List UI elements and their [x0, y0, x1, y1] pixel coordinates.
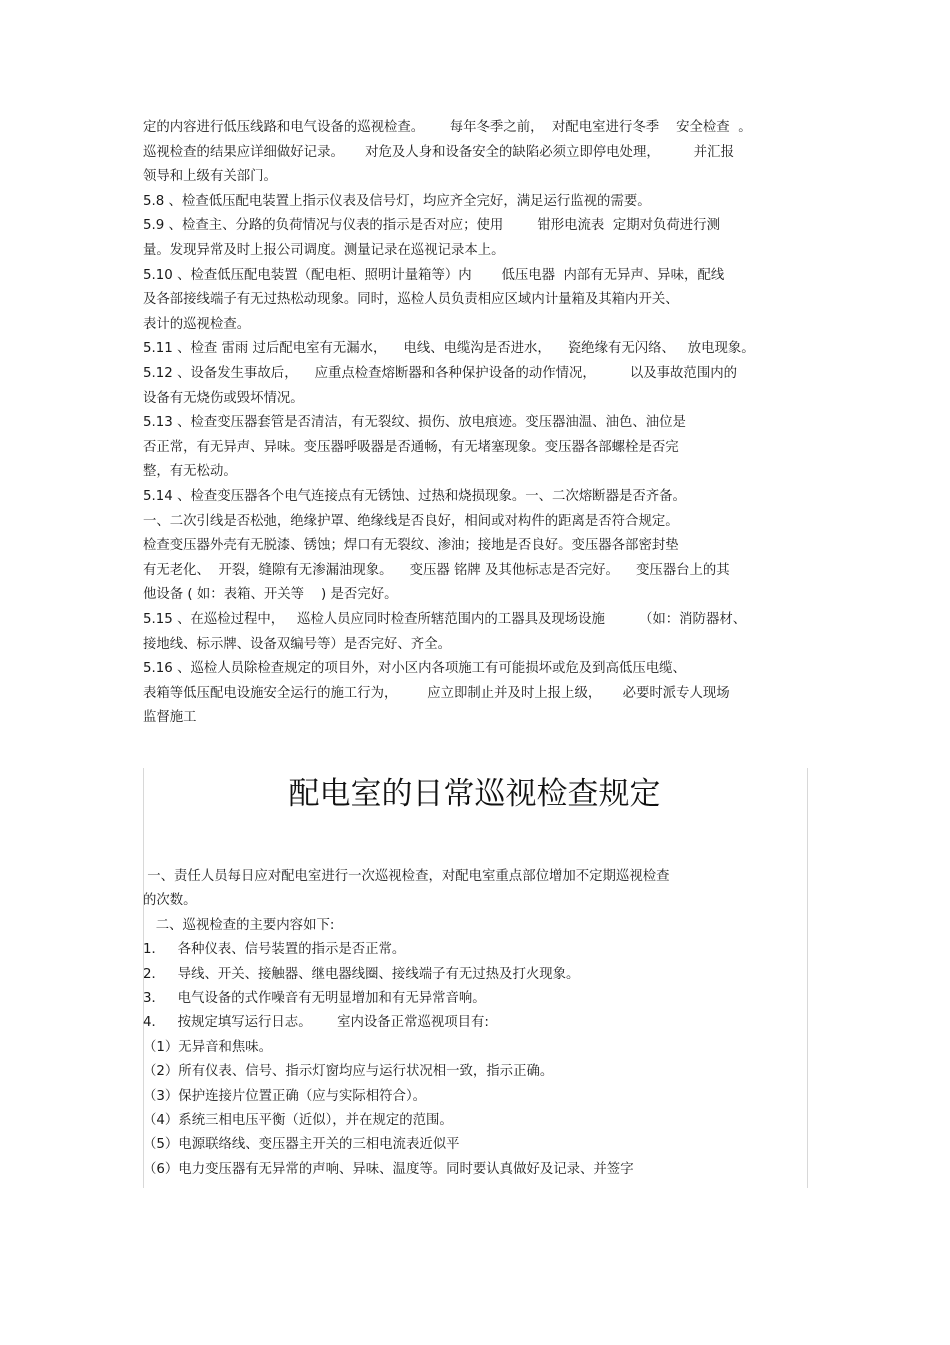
text-line: 及各部接线端子有无过热松动现象。同时，巡检人员负责相应区域内计量箱及其箱内开关、 [143, 292, 679, 308]
text-line: 5.13 、检查变压器套管是否清洁，有无裂纹、损伤、放电痕迹。变压器油温、油色、油位是 [143, 415, 686, 431]
text-line: 他设备 ( 如：表箱、开关等 ) 是否完好。 [143, 587, 398, 603]
text-line: 有无老化、 开裂，缝隙有无渗漏油现象。 变压器 铭牌 及其他标志是否完好。 变压器台上的其 [143, 562, 730, 578]
text-line: 2． 导线、开关、接触器、继电器线圈、接线端子有无过热及打火现象。 [143, 966, 580, 982]
text-line: 否正常，有无异声、异味。变压器呼吸器是否通畅，有无堵塞现象。变压器各部螺栓是否完 [143, 439, 679, 455]
text-line: 设备有无烧伤或毁坏情况。 [143, 390, 304, 406]
text-line: 一、责任人员每日应对配电室进行一次巡视检查，对配电室重点部位增加不定期巡视检查 [143, 869, 670, 884]
text-line: 5.12 、设备发生事故后， 应重点检查熔断器和各种保护设备的动作情况， 以及事故范围内的 [143, 366, 737, 381]
text-line: 5.9 、检查主、分路的负荷情况与仪表的指示是否对应；使用 钳形电流表 定期对负荷进行测 [143, 218, 720, 234]
text-line: 领导和上级有关部门。 [143, 169, 277, 185]
text-line: 巡视检查的结果应详细做好记录。 对危及人身和设备安全的缺陷必须立即停电处理， 并汇报 [143, 144, 734, 160]
text-line: （3）保护连接片位置正确（应与实际相符合）。 [143, 1088, 427, 1104]
text-line: 5.14 、检查变压器各个电气连接点有无锈蚀、过热和烧损现象。一、二次熔断器是否齐备。 [143, 489, 686, 504]
text-line: 5.11 、检查 雷雨 过后配电室有无漏水， 电线、电缆沟是否进水， 瓷绝缘有无闪络、 放电现象。 [143, 341, 755, 357]
section-title: 配电室的日常巡视检查规定 [288, 776, 661, 812]
text-line: 的次数。 [143, 893, 197, 909]
text-line: 量。发现异常及时上报公司调度。测量记录在巡视记录本上。 [143, 243, 505, 258]
text-line: 二、巡视检查的主要内容如下: [143, 917, 335, 933]
text-line: 5.15 、在巡检过程中， 巡检人员应同时检查所辖范围内的工器具及现场设施 （如：消防器材、 [143, 612, 747, 627]
text-line: 4． 按规定填写运行日志。 室内设备正常巡视项目有: [143, 1015, 489, 1031]
text-line: 5.8 、检查低压配电装置上指示仪表及信号灯，均应齐全完好，满足运行监视的需要。 [143, 193, 651, 209]
text-line: 一、二次引线是否松弛，绝缘护罩、绝缘线是否良好，相间或对构件的距离是否符合规定。 [143, 513, 679, 529]
text-line: 5.16 、巡检人员除检查规定的项目外，对小区内各项施工有可能损坏或危及到高低压电缆、 [143, 661, 686, 677]
text-line: （1）无异音和焦味。 [143, 1039, 273, 1055]
text-line: （6）电力变压器有无异常的声响、异味、温度等。同时要认真做好及记录、并签字 [143, 1161, 634, 1177]
text-line: 表箱等低压配电设施安全运行的施工行为， 应立即制止并及时上报上级， 必要时派专人现场 [143, 685, 730, 701]
text-line: 1． 各种仪表、信号装置的指示是否正常。 [143, 942, 406, 958]
text-line: 定的内容进行低压线路和电气设备的巡视检查。 每年冬季之前， 对配电室进行冬季 安全检查 。 [143, 120, 752, 135]
text-line: 3． 电气设备的式作噪音有无明显增加和有无异常音响。 [143, 991, 486, 1006]
text-line: 监督施工 [143, 710, 197, 726]
text-line: 检查变压器外壳有无脱漆、锈蚀；焊口有无裂纹、渗油；接地是否良好。变压器各部密封垫 [143, 538, 679, 554]
text-line: （4）系统三相电压平衡（近似），并在规定的范围。 [143, 1113, 453, 1128]
text-line: 接地线、标示牌、设备双编号等）是否完好、齐全。 [143, 636, 451, 652]
text-line: 表计的巡视检查。 [143, 316, 251, 332]
text-line: （2）所有仪表、信号、指示灯窗均应与运行状况相一致，指示正确。 [143, 1064, 554, 1080]
text-line: （5）电源联络线、变压器主开关的三相电流表近似平 [143, 1137, 460, 1153]
text-line: 整，有无松动。 [143, 464, 237, 480]
text-line: 5.10 、检查低压配电装置（配电柜、照明计量箱等）内 低压电器 内部有无异声、异味，配线 [143, 267, 725, 283]
